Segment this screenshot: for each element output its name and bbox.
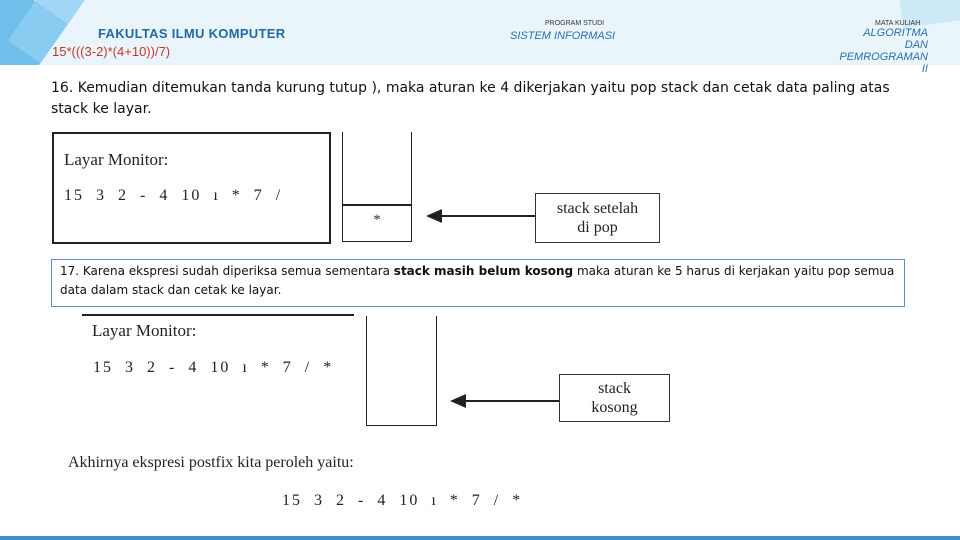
step17-text-before: 17. Karena ekspresi sudah diperiksa semua sementara xyxy=(60,264,394,278)
arrow-line xyxy=(440,215,535,217)
result-caption: Akhirnya ekspresi postfix kita peroleh yaitu: xyxy=(68,454,354,471)
stack-diagram-step16 xyxy=(342,132,412,242)
program-value: SISTEM INFORMASI xyxy=(510,30,616,42)
monitor-output: 15 3 2 - 4 10 ı * 7 / * xyxy=(93,359,334,376)
stack-after-pop-label xyxy=(535,193,660,243)
arrow-line xyxy=(464,400,559,402)
stack-divider xyxy=(343,204,411,206)
result-expression: 15 3 2 - 4 10 ı * 7 / * xyxy=(282,492,523,509)
footer-bar xyxy=(0,536,960,540)
program-caption: PROGRAM STUDI xyxy=(545,20,605,27)
monitor-output: 15 3 2 - 4 10 ı * 7 / xyxy=(64,187,283,204)
step17-text-bold: stack masih belum kosong xyxy=(393,264,574,278)
formula-expression: 15*(((3-2)*(4+10))/7) xyxy=(52,44,171,59)
step16-text: 16. Kemudian ditemukan tanda kurung tutup ), maka aturan ke 4 dikerjakan yaitu pop stack dan cetak data paling atas stack ke layar. xyxy=(51,80,890,117)
label-line1: stack setelah xyxy=(556,200,639,217)
course-value xyxy=(838,27,928,75)
course-value-line1: ALGORITMA DAN xyxy=(863,27,928,51)
stack-empty-label xyxy=(559,374,670,422)
monitor-title: Layar Monitor: xyxy=(92,321,197,340)
stack-item: * xyxy=(373,212,381,228)
course-caption: MATA KULIAH xyxy=(875,20,921,27)
label-line1: stack xyxy=(598,380,631,397)
label-line2: di pop xyxy=(577,219,618,236)
step17-text-box xyxy=(51,259,905,307)
label-line2: kosong xyxy=(591,399,638,416)
course-value-line2: PEMROGRAMAN II xyxy=(839,51,928,75)
stack-diagram-empty xyxy=(366,316,437,426)
monitor-title: Layar Monitor: xyxy=(64,150,169,169)
step17-text-after: maka aturan ke 5 harus di kerjakan yaitu pop semua data dalam stack dan cetak ke layar. xyxy=(60,264,895,297)
faculty-title: FAKULTAS ILMU KOMPUTER xyxy=(98,26,286,41)
monitor-box-step16 xyxy=(52,132,331,244)
monitor-top-line xyxy=(82,314,354,316)
